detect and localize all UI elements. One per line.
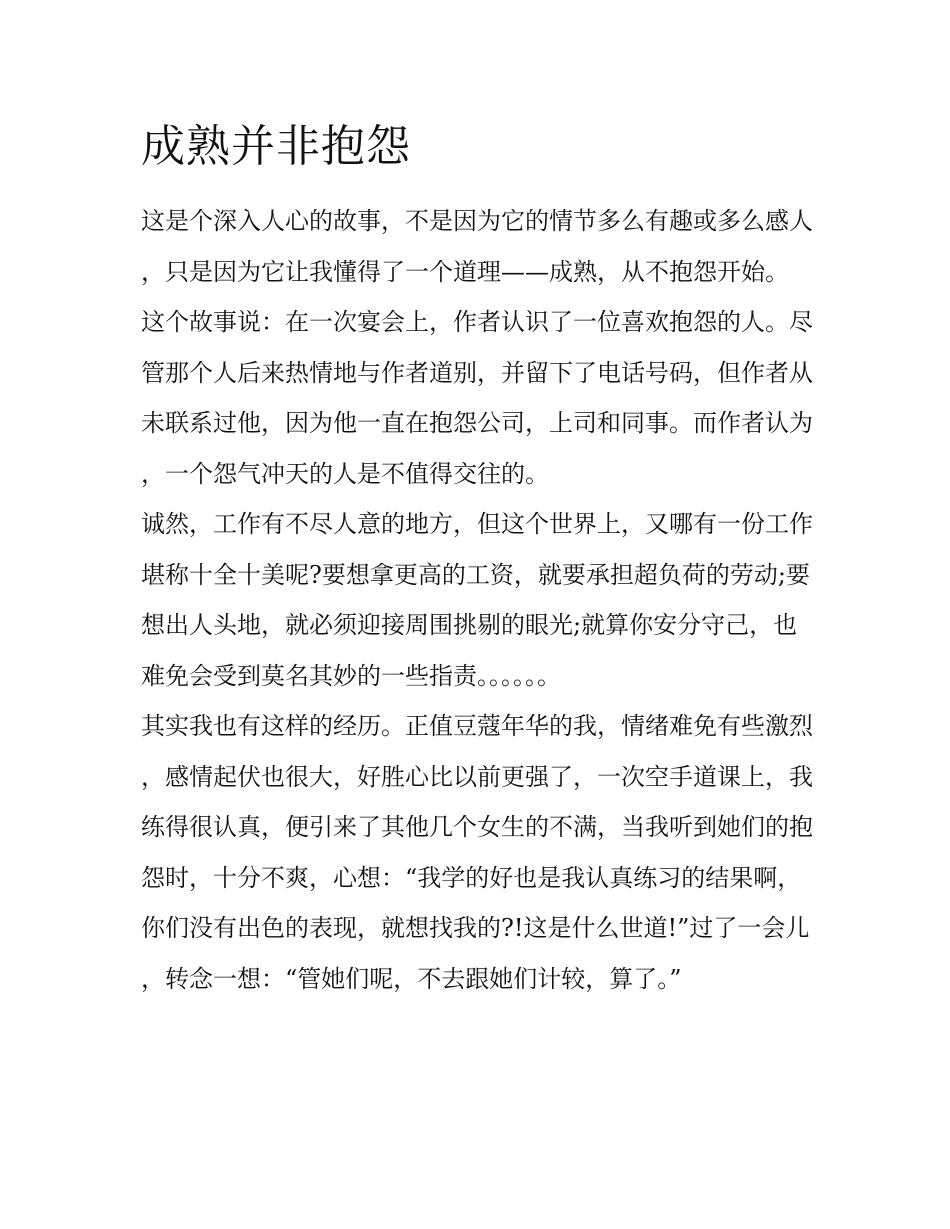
paragraph-4: 其实我也有这样的经历。正值豆蔻年华的我，情绪难免有些激烈，感情起伏也很大，好胜心比以前更强了，一次空手道课上，我练得很认真，便引来了其他几个女生的不满，当我听到她们的抱怨时，十分不爽，心想：“我学的好也是我认真练习的结果啊，你们没有出色的表现，就想找我的?!这是什么世道!”过了一会儿，转念一想：“管她们呢，不去跟她们计较，算了。”: [141, 712, 813, 993]
paragraph-1: 这是个深入人心的故事，不是因为它的情节多么有趣或多么感人，只是因为它让我懂得了一个道理——成熟，从不抱怨开始。: [141, 207, 813, 286]
document-title: 成熟并非抱怨: [141, 121, 411, 172]
paragraph-2: 这个故事说：在一次宴会上，作者认识了一位喜欢抱怨的人。尽管那个人后来热情地与作者道别，并留下了电话号码，但作者从未联系过他，因为他一直在抱怨公司，上司和同事。而作者认为，一个怨气冲天的人是不值得交往的。: [141, 308, 813, 488]
document-content: [141, 118, 813, 1004]
document-body: [141, 196, 813, 1004]
paragraph-3: 诚然，工作有不尽人意的地方，但这个世界上，又哪有一份工作堪称十全十美呢?要想拿更高的工资，就要承担超负荷的劳动;要想出人头地，就必须迎接周围挑剔的眼光;就算你安分守己，也难免会受到莫名其妙的一些指责。。。。。。: [141, 510, 813, 690]
